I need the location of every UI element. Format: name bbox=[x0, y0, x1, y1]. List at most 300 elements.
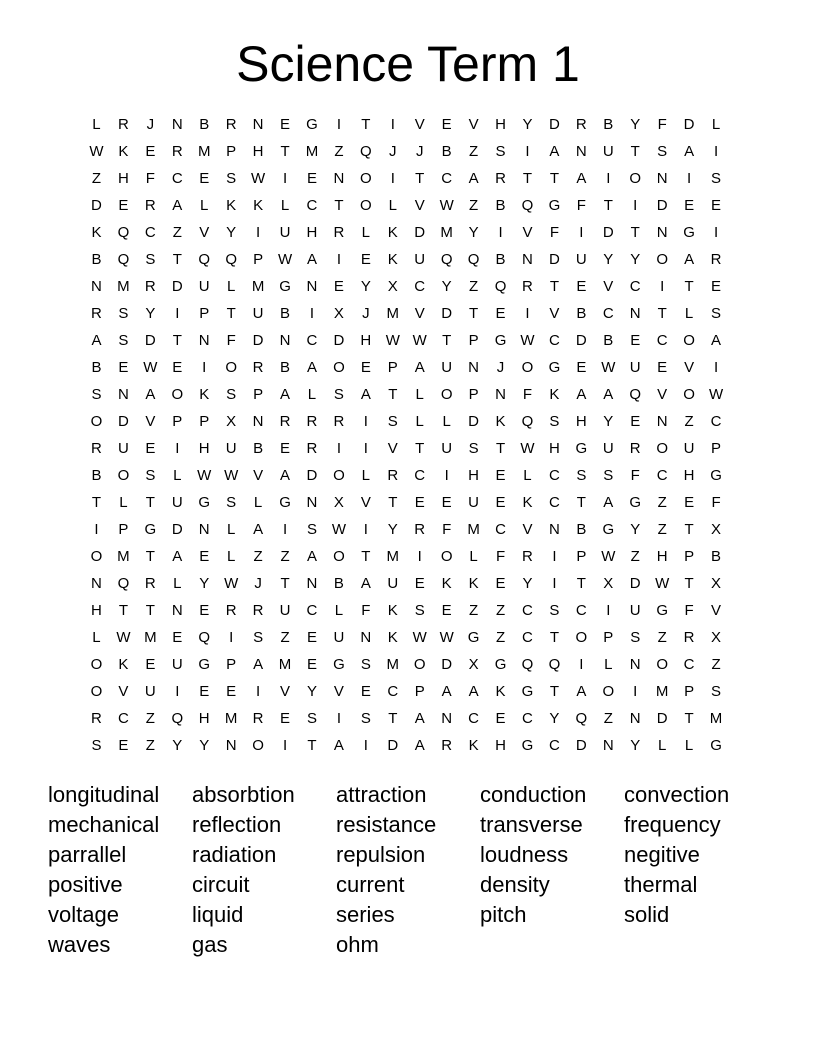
grid-letter[interactable]: L bbox=[280, 197, 290, 214]
grid-letter[interactable]: I bbox=[525, 143, 530, 160]
grid-letter[interactable]: A bbox=[145, 386, 156, 403]
grid-letter[interactable]: E bbox=[360, 251, 371, 268]
grid-letter[interactable]: V bbox=[118, 683, 129, 700]
grid-letter[interactable]: T bbox=[549, 170, 559, 187]
grid-letter[interactable]: Z bbox=[630, 548, 640, 565]
grid-letter[interactable]: E bbox=[306, 656, 317, 673]
grid-letter[interactable]: T bbox=[549, 683, 559, 700]
grid-letter[interactable]: Q bbox=[360, 143, 372, 160]
grid-letter[interactable]: Q bbox=[117, 224, 130, 241]
grid-letter[interactable]: R bbox=[414, 521, 426, 538]
grid-letter[interactable]: Y bbox=[199, 737, 210, 754]
grid-letter[interactable]: N bbox=[629, 710, 641, 727]
grid-letter[interactable]: Y bbox=[522, 116, 533, 133]
grid-letter[interactable]: I bbox=[525, 305, 530, 322]
grid-letter[interactable]: R bbox=[306, 413, 318, 430]
grid-letter[interactable]: O bbox=[252, 737, 264, 754]
grid-letter[interactable]: O bbox=[90, 413, 103, 430]
grid-letter[interactable]: H bbox=[306, 224, 318, 241]
grid-letter[interactable]: H bbox=[495, 116, 506, 133]
grid-letter[interactable]: C bbox=[522, 710, 533, 727]
grid-letter[interactable]: E bbox=[145, 143, 156, 160]
grid-letter[interactable]: N bbox=[225, 737, 237, 754]
grid-letter[interactable]: O bbox=[360, 170, 372, 187]
grid-letter[interactable]: N bbox=[333, 170, 345, 187]
grid-letter[interactable]: N bbox=[629, 656, 641, 673]
grid-letter[interactable]: Z bbox=[334, 143, 344, 160]
grid-letter[interactable]: E bbox=[414, 494, 425, 511]
grid-letter[interactable]: T bbox=[280, 143, 290, 160]
grid-letter[interactable]: Z bbox=[280, 629, 290, 646]
grid-letter[interactable]: H bbox=[360, 332, 372, 349]
grid-letter[interactable]: E bbox=[495, 494, 506, 511]
grid-letter[interactable]: N bbox=[306, 575, 318, 592]
grid-letter[interactable]: Q bbox=[440, 251, 453, 268]
grid-letter[interactable]: W bbox=[439, 197, 454, 214]
grid-letter[interactable]: S bbox=[657, 143, 668, 160]
grid-letter[interactable]: N bbox=[117, 386, 129, 403]
grid-letter[interactable]: S bbox=[118, 332, 129, 349]
grid-letter[interactable]: R bbox=[225, 602, 237, 619]
grid-letter[interactable]: I bbox=[363, 440, 368, 457]
grid-letter[interactable]: F bbox=[495, 548, 506, 565]
grid-letter[interactable]: K bbox=[549, 386, 560, 403]
grid-letter[interactable]: K bbox=[495, 413, 506, 430]
grid-letter[interactable]: U bbox=[575, 251, 587, 268]
grid-letter[interactable]: Q bbox=[548, 656, 561, 673]
grid-letter[interactable]: O bbox=[683, 332, 695, 349]
grid-letter[interactable]: L bbox=[226, 521, 236, 538]
grid-letter[interactable]: V bbox=[684, 359, 695, 376]
grid-letter[interactable]: Z bbox=[145, 737, 155, 754]
grid-letter[interactable]: W bbox=[143, 359, 158, 376]
grid-letter[interactable]: C bbox=[548, 332, 560, 349]
grid-letter[interactable]: R bbox=[91, 440, 102, 457]
grid-letter[interactable]: Z bbox=[172, 224, 182, 241]
grid-letter[interactable]: R bbox=[522, 278, 533, 295]
grid-letter[interactable]: Z bbox=[469, 197, 479, 214]
grid-letter[interactable]: J bbox=[496, 359, 505, 376]
grid-letter[interactable]: T bbox=[145, 494, 155, 511]
grid-letter[interactable]: N bbox=[629, 305, 641, 322]
grid-letter[interactable]: E bbox=[576, 278, 587, 295]
grid-letter[interactable]: A bbox=[576, 683, 587, 700]
grid-letter[interactable]: U bbox=[441, 440, 453, 457]
grid-letter[interactable]: T bbox=[334, 197, 344, 214]
grid-letter[interactable]: G bbox=[333, 656, 345, 673]
grid-letter[interactable]: A bbox=[360, 575, 371, 592]
grid-letter[interactable]: O bbox=[602, 683, 615, 700]
grid-letter[interactable]: B bbox=[280, 359, 291, 376]
grid-letter[interactable]: E bbox=[657, 359, 668, 376]
grid-letter[interactable]: R bbox=[144, 197, 156, 214]
grid-letter[interactable]: I bbox=[606, 170, 611, 187]
grid-letter[interactable]: N bbox=[656, 170, 668, 187]
grid-letter[interactable]: R bbox=[575, 116, 587, 133]
grid-letter[interactable]: X bbox=[711, 521, 722, 538]
grid-letter[interactable]: E bbox=[333, 278, 344, 295]
grid-letter[interactable]: I bbox=[498, 224, 503, 241]
grid-letter[interactable]: T bbox=[388, 494, 398, 511]
grid-letter[interactable]: I bbox=[202, 359, 207, 376]
grid-letter[interactable]: H bbox=[198, 710, 210, 727]
grid-letter[interactable]: K bbox=[522, 494, 533, 511]
grid-letter[interactable]: Y bbox=[172, 737, 183, 754]
grid-letter[interactable]: J bbox=[389, 143, 397, 160]
grid-letter[interactable]: I bbox=[713, 359, 719, 376]
grid-letter[interactable]: Q bbox=[575, 710, 588, 727]
grid-letter[interactable]: T bbox=[684, 521, 694, 538]
grid-letter[interactable]: C bbox=[441, 170, 453, 187]
grid-letter[interactable]: L bbox=[684, 737, 694, 754]
grid-letter[interactable]: T bbox=[415, 440, 425, 457]
grid-letter[interactable]: N bbox=[198, 521, 210, 538]
grid-letter[interactable]: G bbox=[494, 656, 507, 673]
grid-letter[interactable]: P bbox=[226, 143, 237, 160]
grid-letter[interactable]: K bbox=[91, 224, 102, 241]
grid-letter[interactable]: T bbox=[388, 386, 398, 403]
grid-letter[interactable]: V bbox=[414, 116, 425, 133]
grid-letter[interactable]: E bbox=[495, 467, 506, 484]
grid-letter[interactable]: P bbox=[576, 548, 587, 565]
grid-letter[interactable]: I bbox=[282, 737, 288, 754]
grid-letter[interactable]: T bbox=[361, 116, 371, 133]
grid-letter[interactable]: G bbox=[548, 359, 561, 376]
grid-letter[interactable]: Q bbox=[198, 629, 211, 646]
grid-letter[interactable]: A bbox=[172, 548, 183, 565]
grid-letter[interactable]: K bbox=[387, 602, 398, 619]
grid-letter[interactable]: G bbox=[144, 521, 157, 538]
grid-letter[interactable]: Z bbox=[495, 629, 506, 646]
grid-letter[interactable]: Q bbox=[198, 251, 211, 268]
grid-letter[interactable]: H bbox=[495, 737, 506, 754]
grid-letter[interactable]: E bbox=[172, 359, 183, 376]
grid-letter[interactable]: V bbox=[414, 305, 425, 322]
grid-letter[interactable]: T bbox=[603, 197, 613, 214]
grid-letter[interactable]: T bbox=[91, 494, 102, 511]
grid-letter[interactable]: Q bbox=[467, 251, 480, 268]
grid-letter[interactable]: A bbox=[306, 251, 317, 268]
grid-letter[interactable]: L bbox=[173, 575, 182, 592]
grid-letter[interactable]: C bbox=[306, 332, 318, 349]
grid-letter[interactable]: T bbox=[415, 170, 425, 187]
grid-letter[interactable]: H bbox=[683, 467, 695, 484]
grid-letter[interactable]: Y bbox=[468, 224, 479, 241]
grid-letter[interactable]: G bbox=[198, 656, 211, 673]
grid-letter[interactable]: M bbox=[655, 683, 669, 700]
grid-letter[interactable]: C bbox=[656, 332, 668, 349]
grid-letter[interactable]: W bbox=[412, 332, 427, 349]
grid-letter[interactable]: C bbox=[117, 710, 129, 727]
grid-letter[interactable]: I bbox=[713, 143, 719, 160]
grid-letter[interactable]: H bbox=[91, 602, 102, 619]
grid-letter[interactable]: E bbox=[684, 197, 695, 214]
grid-letter[interactable]: K bbox=[387, 251, 398, 268]
grid-letter[interactable]: S bbox=[145, 251, 156, 268]
grid-letter[interactable]: W bbox=[224, 467, 239, 484]
grid-letter[interactable]: S bbox=[495, 143, 506, 160]
grid-letter[interactable]: A bbox=[549, 143, 560, 160]
grid-letter[interactable]: D bbox=[171, 521, 183, 538]
grid-letter[interactable]: E bbox=[495, 305, 506, 322]
grid-letter[interactable]: E bbox=[441, 116, 452, 133]
grid-letter[interactable]: D bbox=[441, 656, 453, 673]
grid-letter[interactable]: Y bbox=[549, 710, 560, 727]
grid-letter[interactable]: L bbox=[415, 413, 424, 430]
grid-letter[interactable]: K bbox=[495, 683, 506, 700]
grid-letter[interactable]: B bbox=[495, 251, 506, 268]
grid-letter[interactable]: Y bbox=[630, 737, 641, 754]
grid-letter[interactable]: M bbox=[197, 143, 211, 160]
grid-letter[interactable]: C bbox=[710, 413, 722, 430]
grid-letter[interactable]: R bbox=[441, 737, 453, 754]
grid-letter[interactable]: I bbox=[390, 116, 395, 133]
grid-letter[interactable]: R bbox=[171, 143, 183, 160]
grid-letter[interactable]: O bbox=[333, 359, 345, 376]
grid-letter[interactable]: U bbox=[225, 440, 237, 457]
grid-letter[interactable]: W bbox=[224, 575, 239, 592]
grid-letter[interactable]: E bbox=[360, 683, 371, 700]
grid-letter[interactable]: B bbox=[576, 305, 587, 322]
grid-letter[interactable]: N bbox=[252, 413, 264, 430]
grid-letter[interactable]: Q bbox=[521, 656, 534, 673]
grid-letter[interactable]: V bbox=[522, 224, 533, 241]
grid-letter[interactable]: P bbox=[711, 440, 722, 457]
grid-letter[interactable]: V bbox=[603, 278, 614, 295]
grid-letter[interactable]: T bbox=[172, 332, 182, 349]
grid-letter[interactable]: U bbox=[414, 251, 426, 268]
grid-letter[interactable]: L bbox=[92, 116, 101, 133]
grid-letter[interactable]: J bbox=[146, 116, 155, 133]
grid-letter[interactable]: T bbox=[469, 305, 479, 322]
grid-letter[interactable]: S bbox=[387, 413, 398, 430]
grid-letter[interactable]: N bbox=[91, 278, 102, 295]
grid-letter[interactable]: G bbox=[629, 494, 642, 511]
grid-letter[interactable]: T bbox=[361, 548, 371, 565]
grid-letter[interactable]: W bbox=[412, 629, 427, 646]
grid-letter[interactable]: G bbox=[306, 116, 318, 133]
grid-letter[interactable]: R bbox=[117, 116, 129, 133]
grid-letter[interactable]: F bbox=[226, 332, 236, 349]
grid-letter[interactable]: S bbox=[414, 602, 425, 619]
grid-letter[interactable]: H bbox=[656, 548, 668, 565]
grid-letter[interactable]: W bbox=[251, 170, 266, 187]
grid-letter[interactable]: A bbox=[172, 197, 183, 214]
grid-letter[interactable]: B bbox=[603, 332, 614, 349]
grid-letter[interactable]: O bbox=[656, 251, 668, 268]
grid-letter[interactable]: L bbox=[361, 467, 371, 484]
grid-letter[interactable]: S bbox=[91, 386, 102, 403]
grid-letter[interactable]: V bbox=[387, 440, 398, 457]
grid-letter[interactable]: Q bbox=[629, 386, 642, 403]
grid-letter[interactable]: I bbox=[633, 683, 638, 700]
grid-letter[interactable]: A bbox=[576, 386, 587, 403]
grid-letter[interactable]: I bbox=[606, 602, 611, 619]
grid-letter[interactable]: X bbox=[226, 413, 237, 430]
grid-letter[interactable]: T bbox=[630, 224, 640, 241]
grid-letter[interactable]: Y bbox=[630, 116, 641, 133]
grid-letter[interactable]: P bbox=[253, 251, 264, 268]
grid-letter[interactable]: E bbox=[441, 602, 452, 619]
grid-letter[interactable]: B bbox=[711, 548, 722, 565]
grid-letter[interactable]: C bbox=[522, 629, 533, 646]
grid-letter[interactable]: Y bbox=[630, 521, 641, 538]
grid-letter[interactable]: N bbox=[495, 386, 506, 403]
grid-letter[interactable]: C bbox=[387, 683, 399, 700]
grid-letter[interactable]: Z bbox=[91, 170, 102, 187]
grid-letter[interactable]: W bbox=[655, 575, 670, 592]
grid-letter[interactable]: I bbox=[336, 440, 341, 457]
grid-letter[interactable]: M bbox=[117, 278, 130, 295]
grid-letter[interactable]: C bbox=[602, 305, 614, 322]
grid-letter[interactable]: R bbox=[333, 224, 345, 241]
grid-letter[interactable]: I bbox=[175, 440, 180, 457]
grid-letter[interactable]: W bbox=[277, 251, 293, 268]
grid-letter[interactable]: I bbox=[579, 656, 584, 673]
grid-letter[interactable]: E bbox=[711, 278, 722, 295]
grid-letter[interactable]: O bbox=[575, 629, 588, 646]
grid-letter[interactable]: E bbox=[280, 710, 291, 727]
grid-letter[interactable]: A bbox=[684, 251, 695, 268]
grid-letter[interactable]: Z bbox=[280, 548, 290, 565]
grid-letter[interactable]: L bbox=[684, 305, 694, 322]
grid-letter[interactable]: D bbox=[575, 332, 587, 349]
grid-letter[interactable]: F bbox=[711, 494, 721, 511]
grid-letter[interactable]: E bbox=[145, 440, 156, 457]
grid-letter[interactable]: T bbox=[307, 737, 317, 754]
grid-letter[interactable]: A bbox=[414, 359, 425, 376]
grid-letter[interactable]: W bbox=[520, 332, 535, 349]
grid-letter[interactable]: N bbox=[198, 332, 210, 349]
grid-letter[interactable]: D bbox=[117, 413, 129, 430]
grid-letter[interactable]: V bbox=[468, 116, 479, 133]
grid-letter[interactable]: X bbox=[333, 305, 344, 322]
grid-letter[interactable]: S bbox=[360, 710, 371, 727]
grid-letter[interactable]: P bbox=[226, 656, 237, 673]
grid-letter[interactable]: E bbox=[118, 359, 129, 376]
grid-letter[interactable]: Y bbox=[630, 251, 641, 268]
grid-letter[interactable]: I bbox=[336, 251, 341, 268]
grid-letter[interactable]: B bbox=[495, 197, 506, 214]
grid-letter[interactable]: Q bbox=[171, 710, 184, 727]
grid-letter[interactable]: Y bbox=[199, 575, 210, 592]
grid-letter[interactable]: O bbox=[90, 683, 103, 700]
grid-letter[interactable]: P bbox=[468, 386, 479, 403]
grid-letter[interactable]: I bbox=[363, 413, 368, 430]
grid-letter[interactable]: D bbox=[683, 116, 695, 133]
grid-letter[interactable]: C bbox=[414, 467, 426, 484]
grid-letter[interactable]: O bbox=[440, 548, 453, 565]
grid-letter[interactable]: D bbox=[414, 224, 426, 241]
grid-letter[interactable]: A bbox=[684, 143, 695, 160]
grid-letter[interactable]: O bbox=[440, 386, 453, 403]
grid-letter[interactable]: D bbox=[306, 467, 318, 484]
grid-letter[interactable]: N bbox=[468, 359, 480, 376]
grid-letter[interactable]: E bbox=[306, 629, 317, 646]
grid-letter[interactable]: Y bbox=[603, 413, 614, 430]
grid-letter[interactable]: A bbox=[576, 170, 587, 187]
grid-letter[interactable]: Z bbox=[711, 656, 721, 673]
grid-letter[interactable]: F bbox=[657, 116, 667, 133]
grid-letter[interactable]: E bbox=[711, 197, 722, 214]
grid-letter[interactable]: T bbox=[684, 575, 694, 592]
grid-letter[interactable]: M bbox=[224, 710, 238, 727]
grid-letter[interactable]: R bbox=[710, 251, 722, 268]
grid-letter[interactable]: H bbox=[548, 440, 560, 457]
grid-letter[interactable]: M bbox=[144, 629, 157, 646]
grid-letter[interactable]: X bbox=[333, 494, 344, 511]
grid-letter[interactable]: Z bbox=[469, 602, 479, 619]
grid-letter[interactable]: S bbox=[333, 386, 344, 403]
grid-letter[interactable]: Q bbox=[521, 197, 534, 214]
grid-letter[interactable]: R bbox=[522, 548, 533, 565]
grid-letter[interactable]: O bbox=[333, 548, 345, 565]
grid-letter[interactable]: N bbox=[171, 602, 183, 619]
grid-letter[interactable]: M bbox=[305, 143, 319, 160]
grid-letter[interactable]: P bbox=[118, 521, 129, 538]
grid-letter[interactable]: S bbox=[576, 467, 587, 484]
grid-letter[interactable]: R bbox=[144, 575, 156, 592]
grid-letter[interactable]: M bbox=[278, 656, 292, 673]
grid-letter[interactable]: N bbox=[171, 116, 183, 133]
grid-letter[interactable]: K bbox=[387, 224, 398, 241]
grid-letter[interactable]: I bbox=[336, 710, 341, 727]
grid-letter[interactable]: A bbox=[468, 170, 479, 187]
grid-letter[interactable]: F bbox=[145, 170, 155, 187]
grid-letter[interactable]: U bbox=[171, 656, 183, 673]
grid-letter[interactable]: X bbox=[468, 656, 479, 673]
grid-letter[interactable]: T bbox=[576, 575, 586, 592]
grid-letter[interactable]: P bbox=[199, 413, 210, 430]
grid-letter[interactable]: P bbox=[684, 548, 695, 565]
grid-letter[interactable]: D bbox=[548, 251, 560, 268]
grid-letter[interactable]: Q bbox=[494, 278, 507, 295]
grid-letter[interactable]: V bbox=[711, 602, 722, 619]
grid-letter[interactable]: D bbox=[656, 197, 668, 214]
grid-letter[interactable]: D bbox=[144, 332, 156, 349]
grid-letter[interactable]: L bbox=[226, 548, 236, 565]
grid-letter[interactable]: A bbox=[91, 332, 102, 349]
grid-letter[interactable]: K bbox=[226, 197, 237, 214]
grid-letter[interactable]: U bbox=[279, 602, 291, 619]
grid-letter[interactable]: J bbox=[254, 575, 262, 592]
grid-letter[interactable]: C bbox=[414, 278, 426, 295]
grid-letter[interactable]: S bbox=[468, 440, 479, 457]
grid-letter[interactable]: S bbox=[253, 629, 264, 646]
grid-letter[interactable]: I bbox=[282, 170, 288, 187]
grid-letter[interactable]: N bbox=[656, 224, 668, 241]
grid-letter[interactable]: I bbox=[336, 116, 341, 133]
grid-letter[interactable]: M bbox=[251, 278, 265, 295]
grid-letter[interactable]: U bbox=[602, 143, 614, 160]
grid-letter[interactable]: R bbox=[387, 467, 399, 484]
grid-letter[interactable]: O bbox=[629, 170, 642, 187]
grid-letter[interactable]: I bbox=[417, 548, 422, 565]
grid-letter[interactable]: P bbox=[199, 305, 210, 322]
grid-letter[interactable]: H bbox=[468, 467, 480, 484]
grid-letter[interactable]: W bbox=[708, 386, 724, 403]
grid-letter[interactable]: T bbox=[684, 278, 694, 295]
grid-letter[interactable]: G bbox=[656, 602, 668, 619]
grid-letter[interactable]: J bbox=[362, 305, 370, 322]
grid-letter[interactable]: E bbox=[199, 683, 210, 700]
grid-letter[interactable]: D bbox=[656, 710, 668, 727]
grid-letter[interactable]: R bbox=[91, 305, 102, 322]
grid-letter[interactable]: Y bbox=[360, 278, 371, 295]
grid-letter[interactable]: U bbox=[441, 359, 453, 376]
grid-letter[interactable]: X bbox=[387, 278, 398, 295]
grid-letter[interactable]: I bbox=[552, 548, 557, 565]
